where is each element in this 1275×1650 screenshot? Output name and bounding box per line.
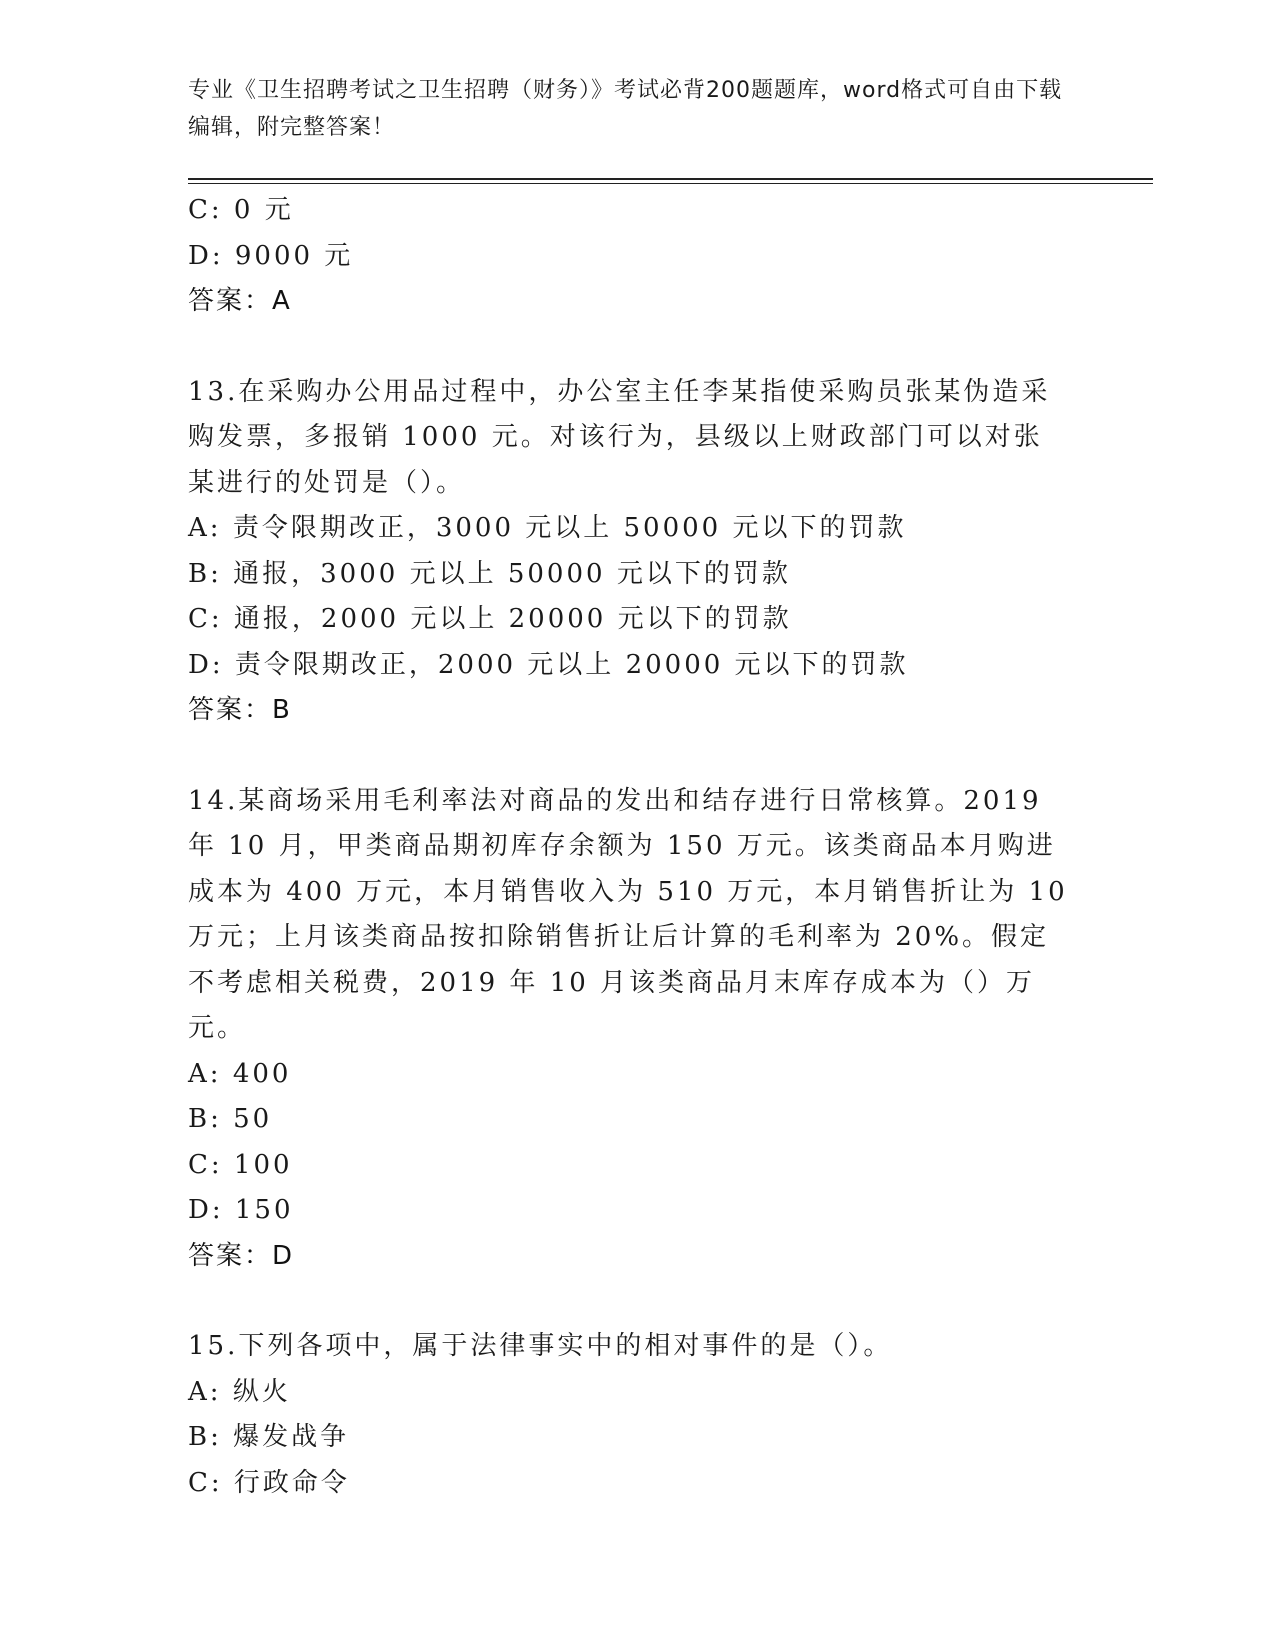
option-c <box>188 1143 1068 1189</box>
option-label: C: <box>188 604 223 634</box>
option-a <box>188 506 1068 552</box>
option-c <box>188 188 1068 234</box>
option-text: 9000 元 <box>234 240 354 271</box>
option-b <box>188 1097 1068 1143</box>
document-header-title: 专业《卫生招聘考试之卫生招聘（财务）》考试必背200题题库，word格式可自由下载编辑，附完整答案！ <box>188 78 1063 140</box>
option-text: 爆发战争 <box>233 1422 350 1452</box>
option-text: 通报，3000 元以上 50000 元以下的罚款 <box>233 558 791 589</box>
option-label: A: <box>188 1376 222 1407</box>
option-text: 行政命令 <box>233 1467 350 1498</box>
option-text: 150 <box>234 1195 294 1225</box>
option-text: 通报，2000 元以上 20000 元以下的罚款 <box>233 604 792 634</box>
question-number: 14. <box>188 785 239 816</box>
document-body <box>188 188 1068 1506</box>
question-15 <box>188 1324 1068 1506</box>
option-text: 责令限期改正，2000 元以上 20000 元以下的罚款 <box>234 649 909 680</box>
answer-line: 答案：D <box>188 1240 295 1271</box>
question-13 <box>188 370 1068 734</box>
option-text: 400 <box>232 1058 292 1089</box>
option-text: 0 元 <box>233 195 294 225</box>
option-label: D: <box>188 240 224 271</box>
option-label: A: <box>188 1058 222 1089</box>
option-label: C: <box>188 1467 223 1498</box>
header-rule-thick <box>188 178 1153 180</box>
question-14 <box>188 779 1068 1280</box>
option-text: 100 <box>233 1149 293 1180</box>
option-text: 纵火 <box>232 1376 291 1407</box>
question-number: 13. <box>188 376 239 407</box>
option-d <box>188 1188 1068 1234</box>
question-text: 某商场采用毛利率法对商品的发出和结存进行日常核算。2019 年 10 月，甲类商品期初库存余额为 150 万元。该类商品本月购进成本为 400 万元，本月销售收入为 510 万元，本月销售折让为 10 万元；上月该类商品按扣除销售折让后计算的毛利率为 20%。假定不考虑相关税费，2019 年 10 月该类商品月末库存成本为（）万元。 <box>188 785 1068 1043</box>
question-stem <box>188 370 1068 507</box>
option-a <box>188 1052 1068 1098</box>
option-c <box>188 597 1068 643</box>
option-a <box>188 1370 1068 1416</box>
option-label: B: <box>188 558 222 589</box>
option-label: C: <box>188 195 223 225</box>
spacer <box>188 325 1068 370</box>
question-text: 下列各项中，属于法律事实中的相对事件的是（）。 <box>238 1331 893 1361</box>
option-b <box>188 1415 1068 1461</box>
option-d <box>188 234 1068 280</box>
question-stem <box>188 1324 1068 1370</box>
option-c <box>188 1461 1068 1507</box>
answer-line: 答案：B <box>188 695 292 725</box>
question-number: 15. <box>188 1331 239 1361</box>
option-label: C: <box>188 1149 223 1180</box>
option-label: D: <box>188 1195 224 1225</box>
option-label: D: <box>188 649 224 680</box>
spacer <box>188 1279 1068 1324</box>
question-stem <box>188 779 1068 1052</box>
option-label: B: <box>188 1422 222 1452</box>
option-label: A: <box>188 513 222 543</box>
spacer <box>188 734 1068 779</box>
prev-question-tail <box>188 188 1068 325</box>
question-text: 在采购办公用品过程中，办公室主任李某指使采购员张某伪造采购发票，多报销 1000 元。对该行为，县级以上财政部门可以对张某进行的处罚是（）。 <box>188 376 1051 498</box>
option-b <box>188 552 1068 598</box>
option-text: 责令限期改正，3000 元以上 50000 元以下的罚款 <box>232 513 907 543</box>
option-text: 50 <box>233 1104 273 1134</box>
option-label: B: <box>188 1104 222 1134</box>
option-d <box>188 643 1068 689</box>
answer-line: 答案：A <box>188 286 292 316</box>
header-rule-thin <box>188 183 1153 184</box>
